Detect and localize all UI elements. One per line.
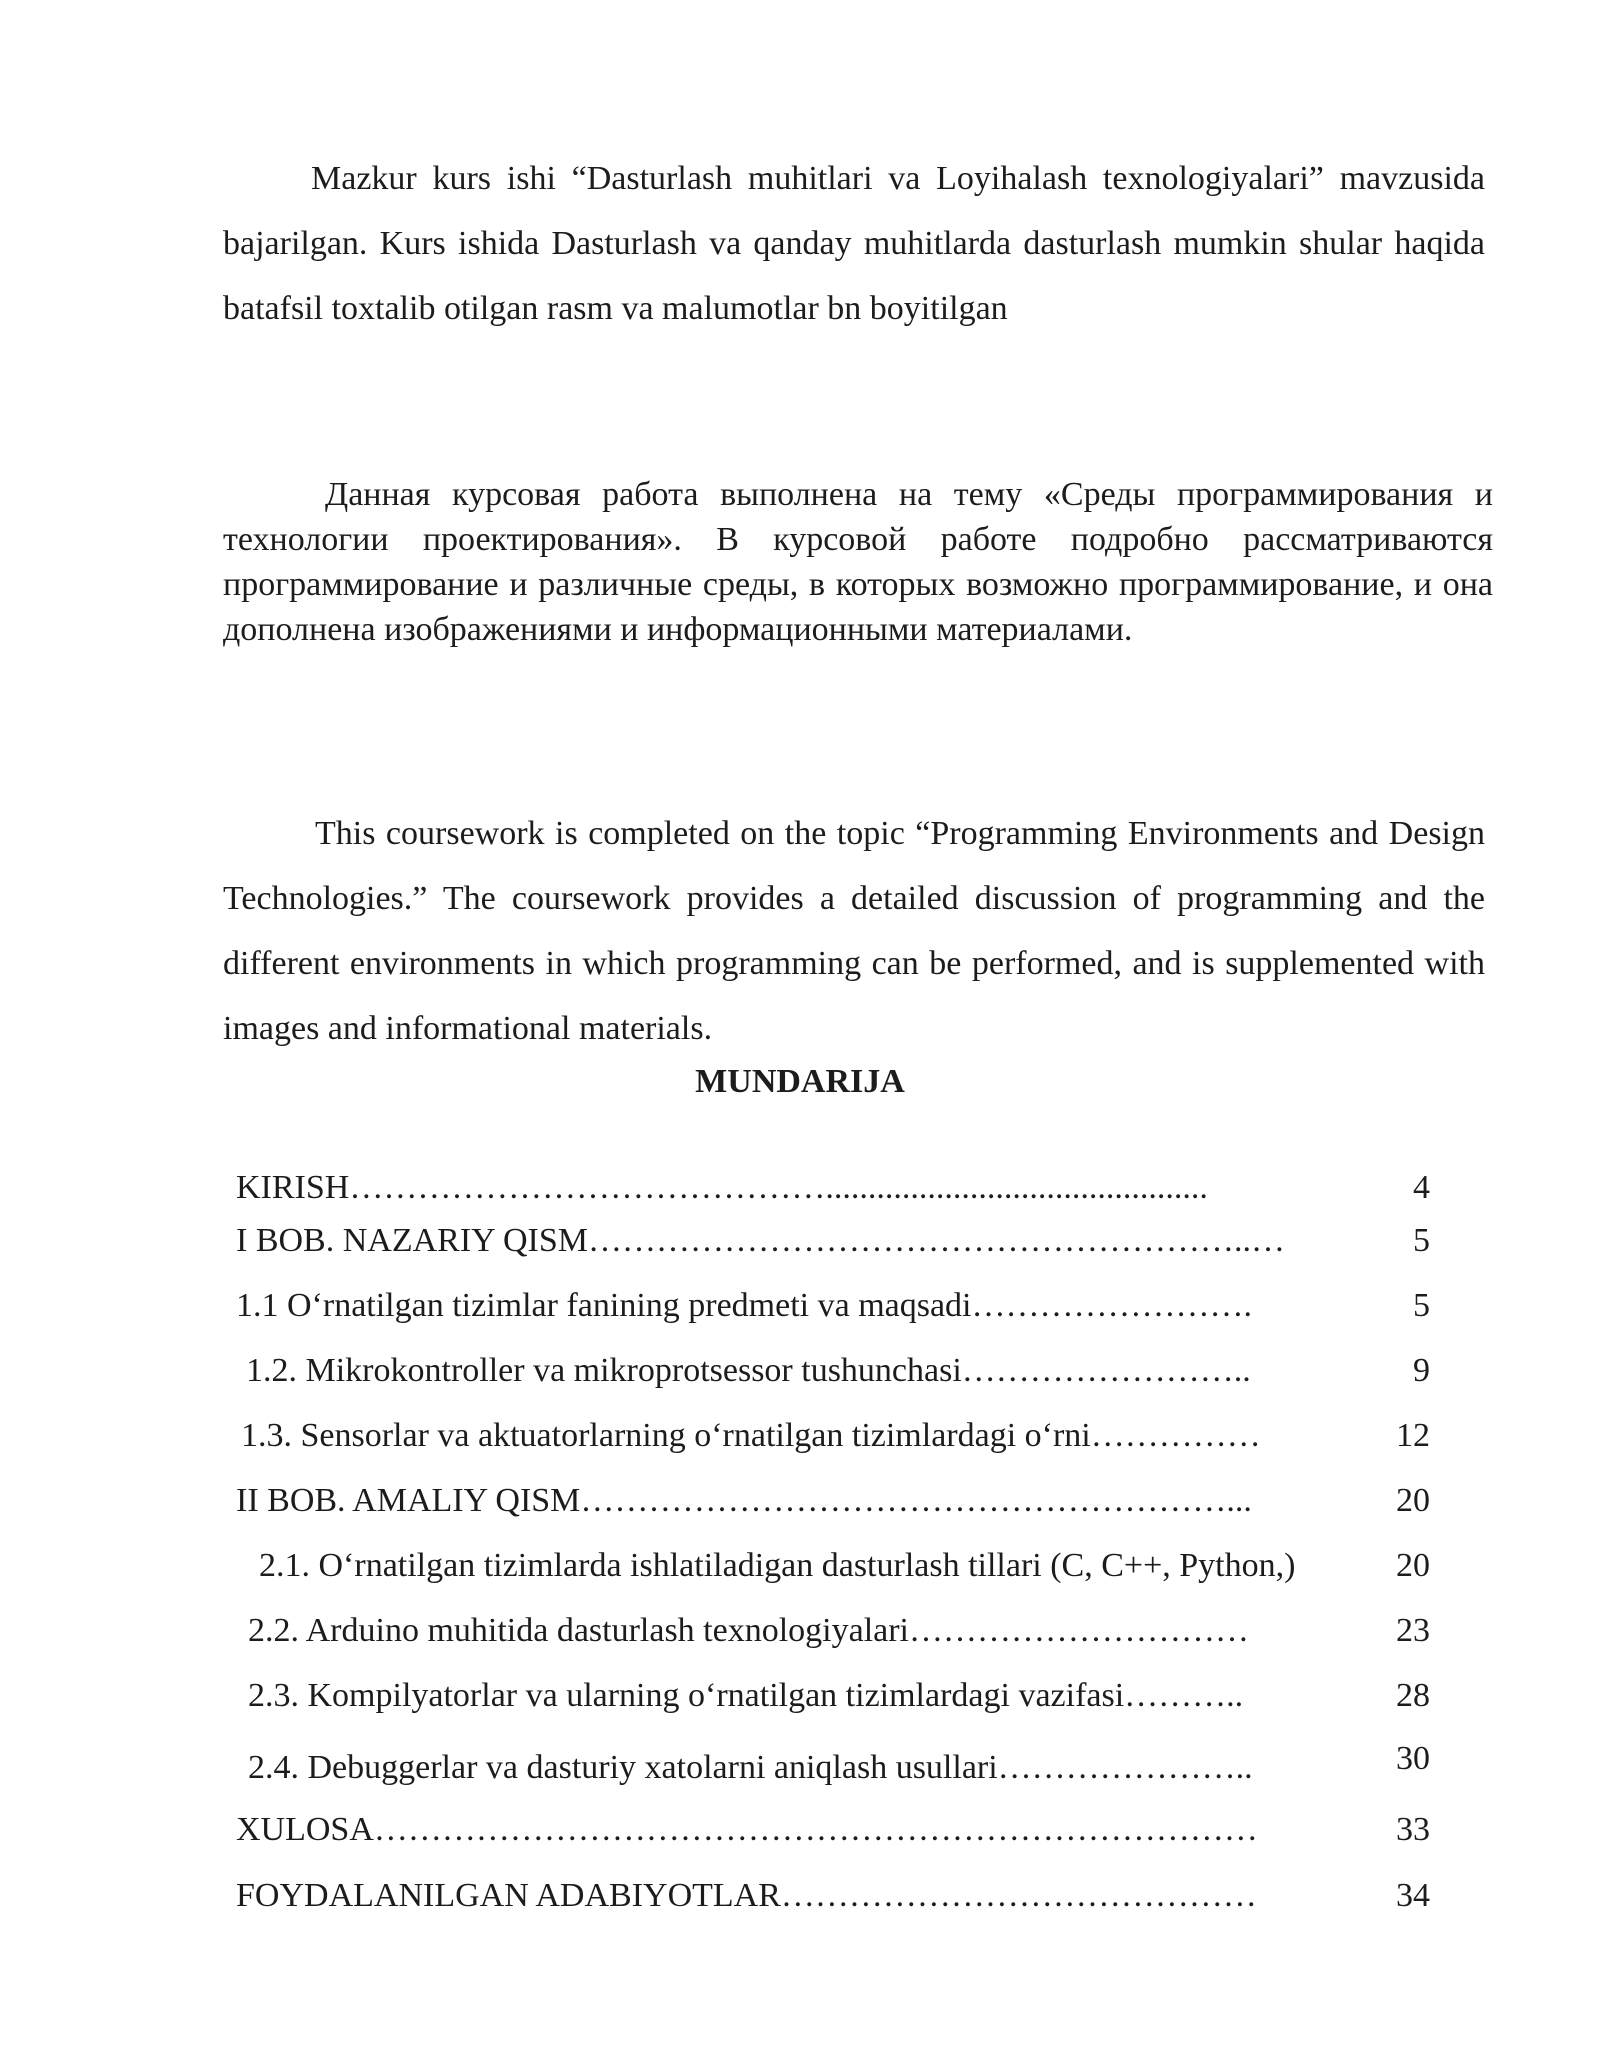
toc-entry-page: 28 [1396, 1677, 1430, 1714]
toc-entry-label: KIRISH……………………………………............................................. [236, 1169, 1208, 1206]
toc-entry [0, 1478, 1600, 1524]
toc-entry-label: FOYDALANILGAN ADABIYOTLAR…………………………………… [236, 1877, 1257, 1914]
toc-entry [0, 1740, 1600, 1791]
toc-entry-label: 2.1. O‘rnatilgan tizimlarda ishlatiladigan dasturlash tillari (C, C++, Python,) [259, 1547, 1296, 1584]
toc-entry-page: 9 [1413, 1352, 1430, 1389]
toc-entry-page: 20 [1396, 1482, 1430, 1519]
toc-entry [0, 1807, 1600, 1853]
toc-entry [0, 1543, 1600, 1589]
abstract-english: This coursework is completed on the topic “Programming Environments and Design Technologies.” The coursework provides a detailed discussion of programming and the different environments in which programming can be performed, and is supplemented with images and informational materials. [223, 815, 1485, 1047]
toc-entry [0, 1413, 1600, 1459]
toc-entry-label: 1.3. Sensorlar va aktuatorlarning o‘rnatilgan tizimlardagi o‘rni…………… [241, 1417, 1261, 1454]
toc-entry [0, 1673, 1600, 1719]
toc-entry [0, 1873, 1600, 1919]
toc-entry-page: 20 [1396, 1547, 1430, 1584]
toc-entry-label: XULOSA…………………………………………………………………… [236, 1811, 1258, 1848]
toc-entry [0, 1165, 1600, 1211]
toc-entry-label: I BOB. NAZARIY QISM…………………………………………………..… [236, 1222, 1285, 1259]
toc-entry-page: 12 [1396, 1417, 1430, 1454]
toc-entry [0, 1283, 1600, 1329]
toc-entry-page: 33 [1396, 1811, 1430, 1848]
abstract-uzbek: Mazkur kurs ishi “Dasturlash muhitlari va Loyihalash texnologiyalari” mavzusida bajarilgan. Kurs ishida Dasturlash va qanday muhitlarda dasturlash mumkin shular haqida batafsil toxtalib otilgan rasm va malumotlar bn boyitilgan [223, 160, 1485, 327]
toc-entry-page: 5 [1413, 1287, 1430, 1324]
toc-entry-label: 1.1 O‘rnatilgan tizimlar fanining predmeti va maqsadi……………………. [236, 1287, 1252, 1324]
toc-entry-label: 2.4. Debuggerlar va dasturiy xatolarni aniqlash usullari………………….. [248, 1749, 1253, 1786]
toc-entry-page: 30 [1396, 1740, 1430, 1777]
toc-entry [0, 1218, 1600, 1264]
toc-entry-label: 1.2. Mikrokontroller va mikroprotsessor tushunchasi…………………….. [246, 1352, 1251, 1389]
toc-entry [0, 1608, 1600, 1654]
toc-entry-label: 2.3. Kompilyatorlar va ularning o‘rnatilgan tizimlardagi vazifasi……….. [248, 1677, 1244, 1714]
toc-title: MUNDARIJA [695, 1063, 905, 1100]
abstract-russian: Данная курсовая работа выполнена на тему «Среды программирования и технологии проектирования». В курсовой работе подробно рассматриваются программирование и различные среды, в которых возможно программирование, и она дополнена изображениями и информационными материалами. [223, 476, 1493, 648]
toc-entry-label: 2.2. Arduino muhitida dasturlash texnologiyalari………………………… [248, 1612, 1250, 1649]
toc-entry-label: II BOB. AMALIY QISM…………………………………………………... [236, 1482, 1252, 1519]
toc-entry-page: 23 [1396, 1612, 1430, 1649]
toc-entry-page: 5 [1413, 1222, 1430, 1259]
toc-entry-page: 34 [1396, 1877, 1430, 1914]
toc-entry-page: 4 [1413, 1169, 1430, 1206]
toc-entry [0, 1348, 1600, 1394]
